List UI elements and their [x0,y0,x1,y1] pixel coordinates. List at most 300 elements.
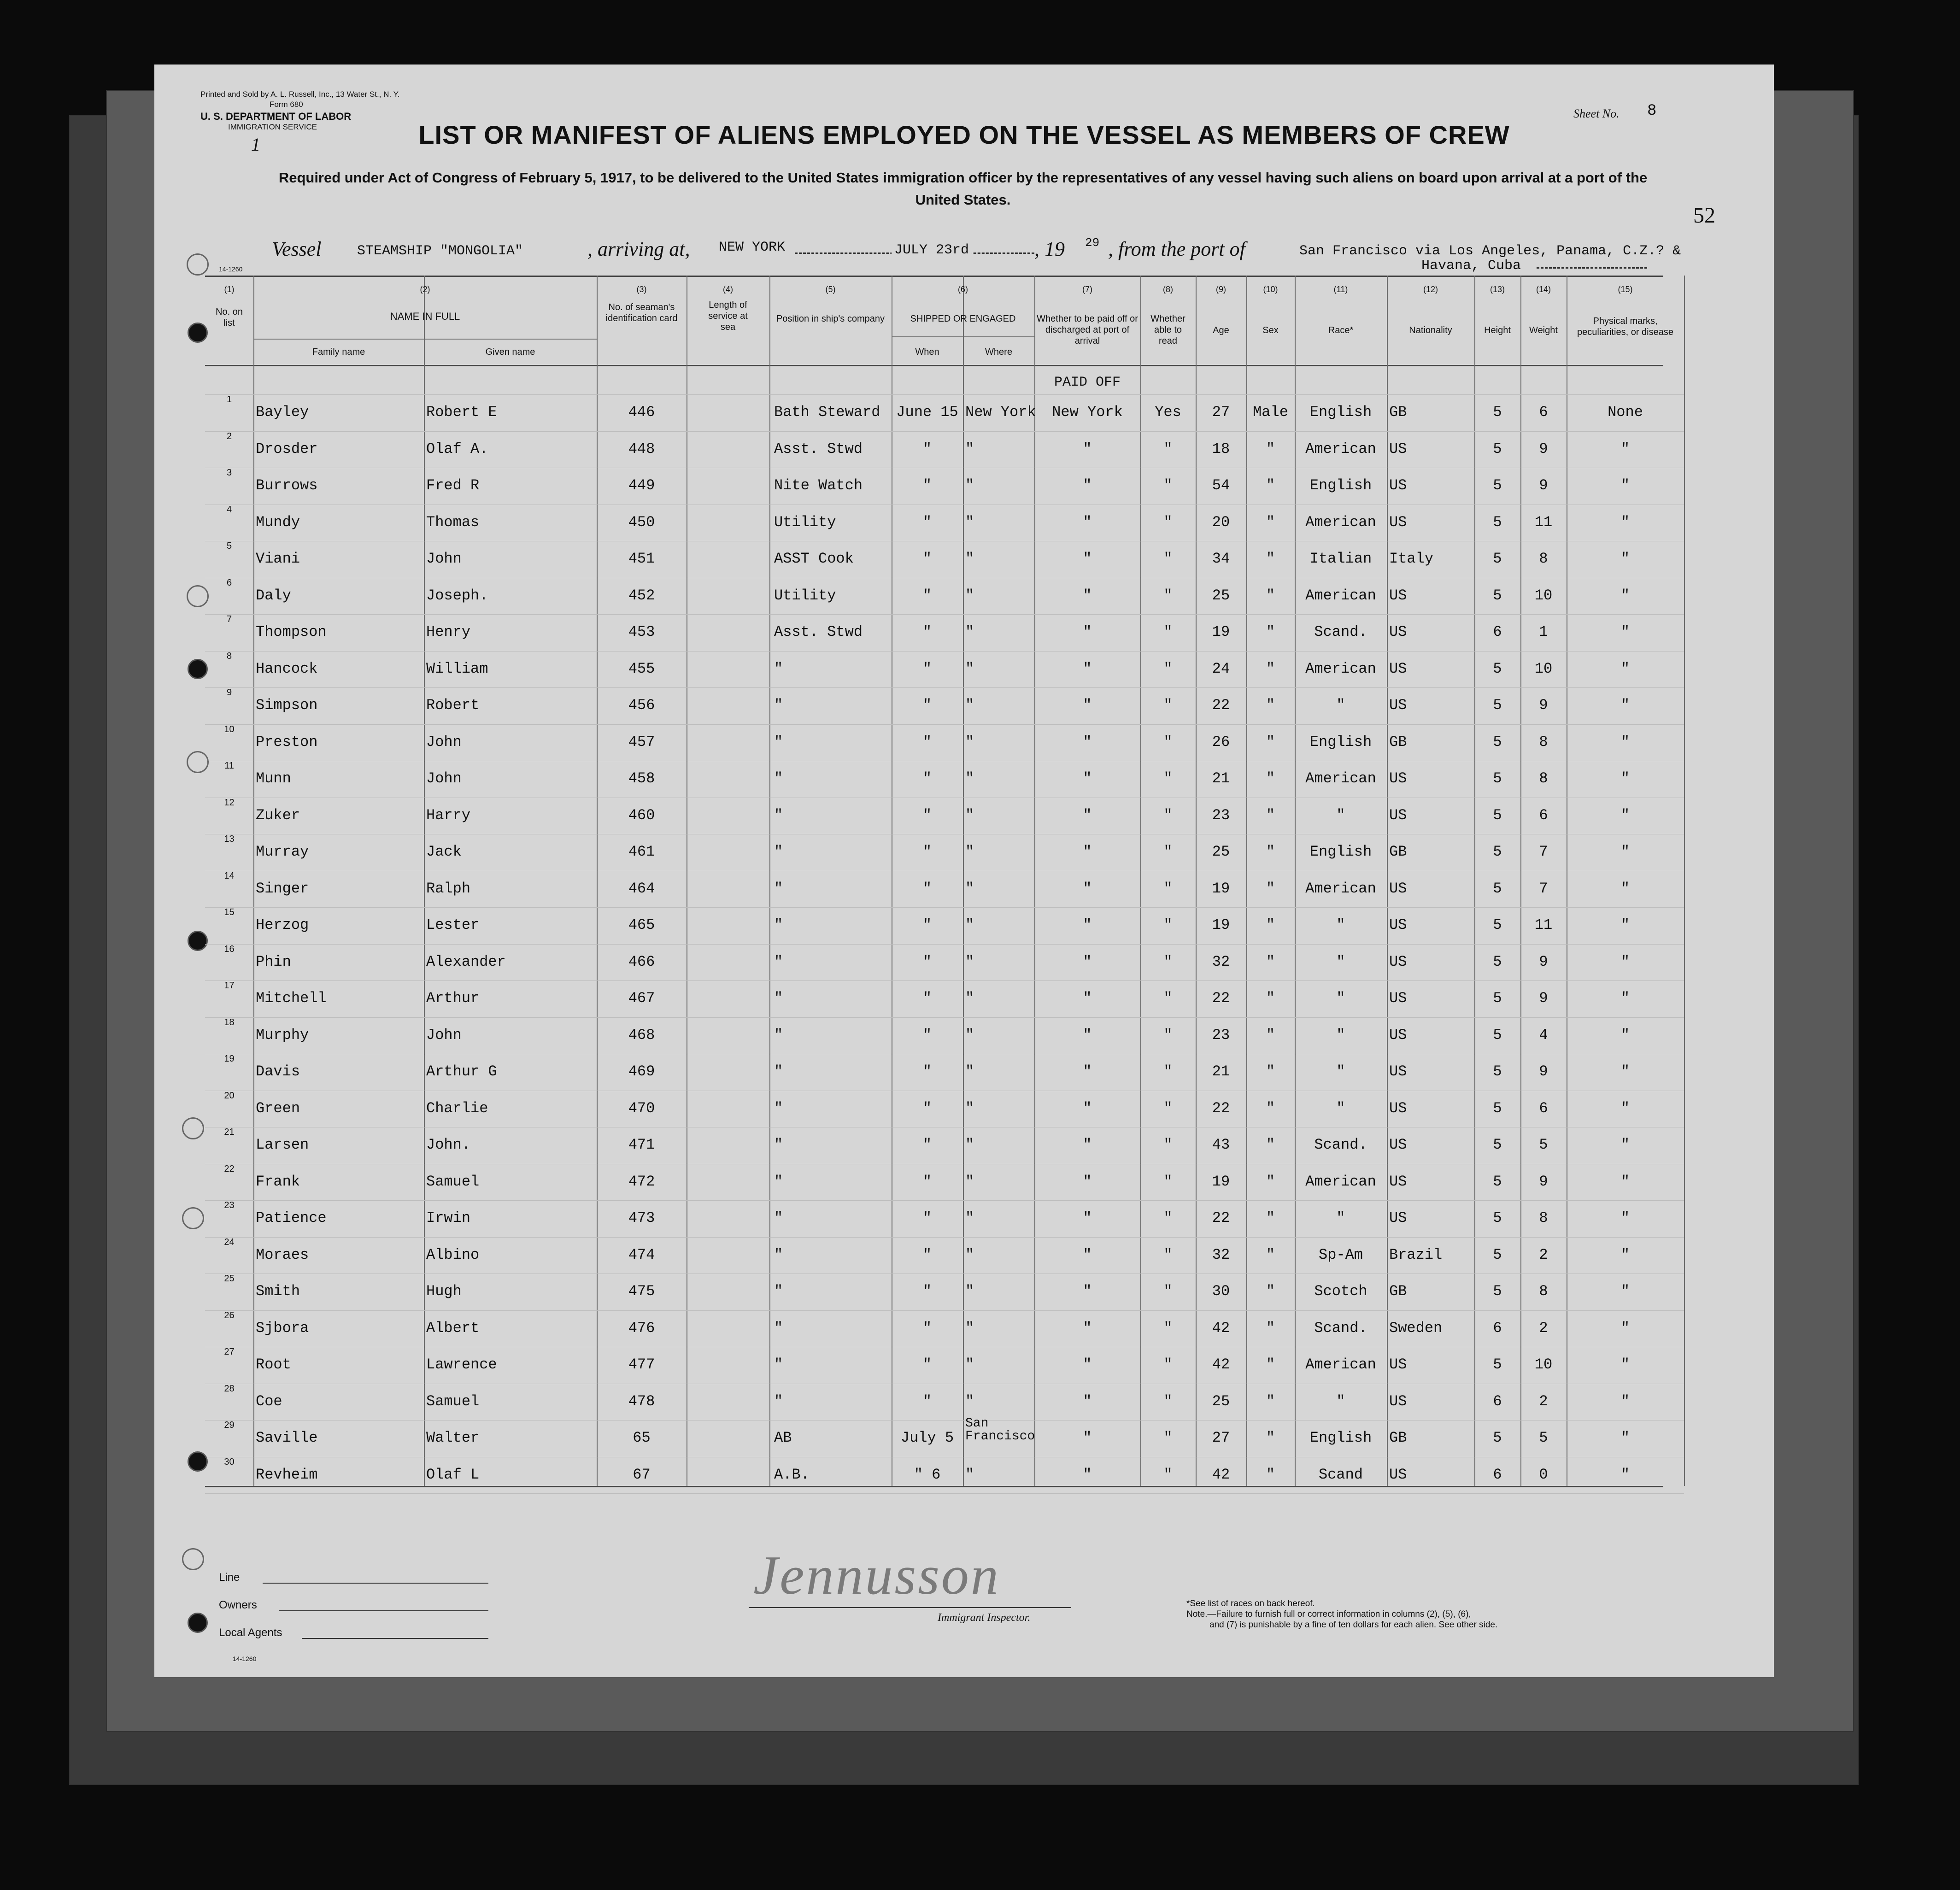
cell-card: 448 [628,440,655,458]
cell-nat: US [1389,1393,1407,1410]
cell-age: 26 [1212,734,1230,751]
row-rule [205,1017,1684,1018]
penalty-note-continued: and (7) is punishable by a fine of ten dollars for each alien. See other side. [1209,1620,1498,1630]
cell-where: " [965,880,974,897]
cell-race: American [1305,587,1376,604]
page-number: 52 [1693,203,1715,228]
cell-marks: " [1620,1393,1630,1410]
cell-race: " [1336,1063,1345,1080]
cell-race: " [1336,953,1345,970]
cell-nat: GB [1389,1429,1407,1446]
cell-position: Nite Watch [774,477,863,494]
cell-nat: Sweden [1389,1320,1443,1337]
row-rule [205,1200,1684,1201]
cell-no: 24 [224,1237,235,1247]
cell-when: " [922,1283,932,1300]
cell-when: " [922,550,932,567]
cell-family: Green [256,1100,300,1117]
cell-read: " [1163,1320,1173,1337]
cell-position: " [774,807,783,824]
cell-no: 3 [226,468,232,478]
row-rule [205,687,1684,688]
cell-nat: US [1389,623,1407,640]
name-header-rule [253,339,597,340]
cell-age: 27 [1212,1429,1230,1446]
cell-age: 42 [1212,1356,1230,1373]
cell-where: " [965,660,974,677]
table-bottom-rule [205,1486,1663,1487]
cell-nat: US [1389,587,1407,604]
owners-field [279,1610,488,1611]
cell-position: " [774,916,783,933]
cell-weight: 9 [1539,697,1548,714]
cell-given: Olaf L [426,1466,480,1483]
cell-family: Patience [256,1209,327,1227]
cell-sex: " [1266,1393,1275,1410]
year-digits: 29 [1085,236,1100,250]
cell-card: 460 [628,807,655,824]
departure-port: San Francisco via Los Angeles, Panama, C.Z.? & [1299,243,1681,259]
inspector-label: Immigrant Inspector. [938,1612,1031,1624]
cell-read: " [1163,1063,1173,1080]
cell-card: 469 [628,1063,655,1080]
cell-race: American [1305,1173,1376,1190]
column-divider [253,276,254,1486]
cell-given: William [426,660,488,677]
cell-read: Yes [1155,404,1181,421]
cell-given: Robert E [426,404,497,421]
cell-no: 27 [224,1347,235,1357]
cell-card: 472 [628,1173,655,1190]
cell-given: Walter [426,1429,480,1446]
cell-no: 12 [224,798,235,808]
cell-race: English [1309,477,1372,494]
cell-height: 5 [1493,734,1502,751]
cell-race: American [1305,440,1376,458]
cell-family: Coe [256,1393,282,1410]
cell-where: " [965,843,974,860]
cell-no: 13 [224,834,235,844]
cell-marks: " [1620,990,1630,1007]
cell-paid: " [1083,953,1092,970]
cell-where: " [965,550,974,567]
cell-position: " [774,660,783,677]
cell-marks: " [1620,734,1630,751]
row-rule [205,980,1684,981]
cell-read: " [1163,1209,1173,1227]
cell-height: 5 [1493,843,1502,860]
cell-card: 477 [628,1356,655,1373]
cell-paid: " [1083,697,1092,714]
cell-family: Frank [256,1173,300,1190]
cell-family: Burrows [256,477,318,494]
cell-paid: " [1083,1173,1092,1190]
cell-card: 449 [628,477,655,494]
cell-age: 18 [1212,440,1230,458]
cell-given: Samuel [426,1393,480,1410]
cell-read: " [1163,770,1173,787]
cell-when: " [922,697,932,714]
cell-where: New York [965,404,1036,421]
departure-port-continued: Havana, Cuba [1421,258,1521,274]
cell-read: " [1163,477,1173,494]
cell-marks: " [1620,1063,1630,1080]
cell-age: 20 [1212,514,1230,531]
header-name-in-full: NAME IN FULL [390,311,460,322]
cell-read: " [1163,623,1173,640]
cell-sex: " [1266,1429,1275,1446]
cell-age: 27 [1212,404,1230,421]
cell-when: June 15 [896,404,958,421]
cell-position: " [774,1136,783,1153]
cell-weight: 8 [1539,1283,1548,1300]
line-field [263,1583,488,1584]
cell-sex: " [1266,587,1275,604]
cell-no: 2 [226,431,232,441]
handwritten-mark: 1 [251,134,260,155]
cell-family: Daly [256,587,291,604]
cell-position: " [774,1246,783,1263]
cell-no: 14 [224,871,235,881]
cell-nat: US [1389,1466,1407,1483]
binder-hole [187,253,209,276]
cell-paid: " [1083,843,1092,860]
cell-sex: " [1266,1283,1275,1300]
cell-when: " [922,1136,932,1153]
cell-race: " [1336,990,1345,1007]
arriving-label: , arriving at, [587,238,690,260]
cell-where: " [965,587,974,604]
cell-family: Herzog [256,916,309,933]
cell-paid: " [1083,1429,1092,1446]
cell-position: " [774,1393,783,1410]
cell-family: Bayley [256,404,309,421]
arrival-date: JULY 23rd [892,242,972,258]
cell-age: 42 [1212,1466,1230,1483]
cell-read: " [1163,1283,1173,1300]
cell-no: 6 [226,578,232,588]
form-code: 14-1260 [219,265,243,273]
cell-card: 456 [628,697,655,714]
cell-family: Mundy [256,514,300,531]
col-num: (3) [636,285,647,294]
cell-weight: 9 [1539,440,1548,458]
cell-height: 5 [1493,660,1502,677]
dash-fill [1537,267,1647,269]
cell-height: 5 [1493,587,1502,604]
cell-given: Hugh [426,1283,462,1300]
cell-read: " [1163,587,1173,604]
cell-paid: " [1083,440,1092,458]
cell-height: 5 [1493,1027,1502,1044]
cell-read: " [1163,1429,1173,1446]
col-num: (1) [224,285,235,294]
department-label: U. S. DEPARTMENT OF LABOR [200,111,352,122]
cell-when: " [922,916,932,933]
paid-off-note: PAID OFF [1054,375,1121,390]
cell-height: 5 [1493,916,1502,933]
cell-family: Thompson [256,623,327,640]
cell-nat: US [1389,1100,1407,1117]
cell-age: 25 [1212,587,1230,604]
cell-marks: " [1620,697,1630,714]
cell-where: " [965,514,974,531]
cell-given: Albert [426,1320,480,1337]
cell-when: " [922,477,932,494]
cell-race: American [1305,514,1376,531]
cell-race: Scand. [1314,1136,1367,1153]
cell-nat: GB [1389,843,1407,860]
cell-height: 5 [1493,1100,1502,1117]
cell-where: " [965,770,974,787]
cell-family: Moraes [256,1246,309,1263]
cell-age: 23 [1212,1027,1230,1044]
cell-height: 5 [1493,404,1502,421]
cell-card: 476 [628,1320,655,1337]
cell-when: " [922,1063,932,1080]
cell-race: American [1305,880,1376,897]
cell-age: 42 [1212,1320,1230,1337]
cell-marks: " [1620,1209,1630,1227]
cell-card: 458 [628,770,655,787]
cell-weight: 5 [1539,1429,1548,1446]
cell-no: 29 [224,1420,235,1430]
cell-read: " [1163,843,1173,860]
cell-no: 22 [224,1164,235,1174]
cell-height: 5 [1493,953,1502,970]
cell-family: Mitchell [256,990,327,1007]
cell-nat: US [1389,1136,1407,1153]
col-num: (11) [1333,285,1348,294]
cell-race: Sp-Am [1318,1246,1363,1263]
cell-card: 464 [628,880,655,897]
cell-family: Sjbora [256,1320,309,1337]
cell-marks: " [1620,1320,1630,1337]
cell-read: " [1163,1027,1173,1044]
cell-nat: US [1389,1356,1407,1373]
cell-race: " [1336,1393,1345,1410]
cell-family: Revheim [256,1466,318,1483]
cell-no: 15 [224,907,235,917]
cell-where: " [965,1100,974,1117]
cell-where: " [965,807,974,824]
cell-marks: " [1620,843,1630,860]
row-rule [205,394,1684,395]
cell-paid: " [1083,514,1092,531]
cell-when: " 6 [914,1466,941,1483]
cell-paid: " [1083,990,1092,1007]
header-nationality: Nationality [1409,325,1452,335]
cell-given: Lawrence [426,1356,497,1373]
service-label: IMMIGRATION SERVICE [228,123,317,131]
cell-sex: " [1266,1356,1275,1373]
cell-when: " [922,770,932,787]
cell-race: English [1309,1429,1372,1446]
cell-height: 5 [1493,1063,1502,1080]
cell-marks: " [1620,623,1630,640]
cell-where: " [965,1393,974,1410]
cell-sex: " [1266,990,1275,1007]
cell-where: " [965,1320,974,1337]
cell-given: Fred R [426,477,480,494]
cell-where: " [965,1063,974,1080]
cell-given: John. [426,1136,471,1153]
arrival-port: NEW YORK [719,240,786,255]
cell-marks: " [1620,1246,1630,1263]
cell-given: Thomas [426,514,480,531]
cell-when: " [922,1209,932,1227]
cell-given: Harry [426,807,471,824]
header-paid-off: Whether to be paid off or discharged at port of arrival [1037,314,1138,346]
cell-given: Henry [426,623,471,640]
cell-paid: " [1083,1136,1092,1153]
cell-card: 65 [633,1429,651,1446]
cell-paid: " [1083,880,1092,897]
cell-weight: 10 [1534,660,1553,677]
cell-race: " [1336,1027,1345,1044]
cell-race: Scand. [1314,1320,1367,1337]
cell-weight: 10 [1534,1356,1553,1373]
cell-no: 9 [226,687,232,698]
column-divider [424,276,425,1486]
cell-nat: US [1389,1209,1407,1227]
cell-family: Root [256,1356,291,1373]
cell-no: 20 [224,1091,235,1101]
cell-given: Charlie [426,1100,488,1117]
penalty-note: Note.—Failure to furnish full or correct information in columns (2), (5), (6), [1186,1609,1471,1619]
cell-height: 5 [1493,770,1502,787]
cell-given: John [426,1027,462,1044]
cell-nat: GB [1389,1283,1407,1300]
cell-height: 5 [1493,1246,1502,1263]
cell-where: " [965,1209,974,1227]
cell-height: 5 [1493,1209,1502,1227]
cell-where: " [965,697,974,714]
cell-height: 5 [1493,1283,1502,1300]
cell-race: English [1309,404,1372,421]
cell-when: " [922,1320,932,1337]
cell-position: " [774,734,783,751]
cell-no: 21 [224,1127,235,1137]
cell-height: 5 [1493,514,1502,531]
cell-weight: 8 [1539,1209,1548,1227]
cell-read: " [1163,807,1173,824]
cell-paid: " [1083,1100,1092,1117]
cell-no: 18 [224,1017,235,1027]
cell-family: Viani [256,550,300,567]
cell-given: John [426,734,462,751]
binder-hole [188,1613,208,1633]
cell-marks: " [1620,1429,1630,1446]
cell-no: 19 [224,1054,235,1064]
cell-paid: " [1083,770,1092,787]
cell-race: " [1336,1209,1345,1227]
cell-read: " [1163,1393,1173,1410]
cell-marks: " [1620,807,1630,824]
cell-sex: " [1266,1063,1275,1080]
col-num: (2) [420,285,430,294]
cell-weight: 9 [1539,477,1548,494]
cell-where: " [965,440,974,458]
cell-card: 452 [628,587,655,604]
printer-line: Printed and Sold by A. L. Russell, Inc., 13 Water St., N. Y. [200,90,400,99]
cell-given: Arthur G [426,1063,497,1080]
local-agents-label: Local Agents [219,1626,282,1639]
cell-weight: 6 [1539,1100,1548,1117]
cell-nat: US [1389,770,1407,787]
cell-marks: None [1608,404,1643,421]
cell-paid: " [1083,1320,1092,1337]
cell-no: 25 [224,1274,235,1284]
cell-where: " [965,1246,974,1263]
cell-height: 5 [1493,807,1502,824]
inspector-signature: Jennusson [753,1544,1000,1606]
cell-nat: Italy [1389,550,1434,567]
cell-weight: 2 [1539,1246,1548,1263]
cell-family: Saville [256,1429,318,1446]
cell-family: Zuker [256,807,300,824]
cell-paid: " [1083,587,1092,604]
cell-nat: Brazil [1389,1246,1443,1263]
header-height: Height [1484,325,1511,335]
cell-age: 22 [1212,697,1230,714]
cell-weight: 2 [1539,1393,1548,1410]
cell-height: 6 [1493,623,1502,640]
cell-read: " [1163,990,1173,1007]
cell-race: American [1305,1356,1376,1373]
cell-age: 21 [1212,1063,1230,1080]
cell-paid: " [1083,1466,1092,1483]
cell-marks: " [1620,916,1630,933]
cell-nat: US [1389,990,1407,1007]
cell-sex: " [1266,1173,1275,1190]
cell-sex: " [1266,1100,1275,1117]
cell-no: 5 [226,541,232,551]
cell-read: " [1163,697,1173,714]
cell-nat: US [1389,514,1407,531]
header-age: Age [1213,325,1229,335]
page-subtitle: Required under Act of Congress of February 5, 1917, to be delivered to the United States immigration officer by the representatives of any vessel having such aliens on board upon arrival at a port of the United States. [278,170,1648,208]
cell-read: " [1163,514,1173,531]
cell-position: " [774,1100,783,1117]
cell-paid: " [1083,623,1092,640]
cell-card: 455 [628,660,655,677]
header-where: Where [985,347,1012,357]
cell-card: 471 [628,1136,655,1153]
cell-age: 19 [1212,1173,1230,1190]
from-port-label: , from the port of [1108,238,1245,260]
cell-family: Phin [256,953,291,970]
cell-when: " [922,990,932,1007]
binder-hole [182,1548,204,1570]
cell-height: 5 [1493,990,1502,1007]
cell-paid: " [1083,1246,1092,1263]
cell-position: " [774,1283,783,1300]
cell-marks: " [1620,1173,1630,1190]
cell-paid: " [1083,1027,1092,1044]
cell-when: " [922,587,932,604]
cell-sex: " [1266,1246,1275,1263]
sheet-number: 8 [1647,102,1657,120]
cell-height: 5 [1493,1429,1502,1446]
cell-where: " [965,1356,974,1373]
cell-weight: 10 [1534,587,1553,604]
cell-marks: " [1620,1100,1630,1117]
cell-age: 25 [1212,1393,1230,1410]
cell-weight: 8 [1539,734,1548,751]
cell-weight: 9 [1539,953,1548,970]
cell-given: Albino [426,1246,480,1263]
